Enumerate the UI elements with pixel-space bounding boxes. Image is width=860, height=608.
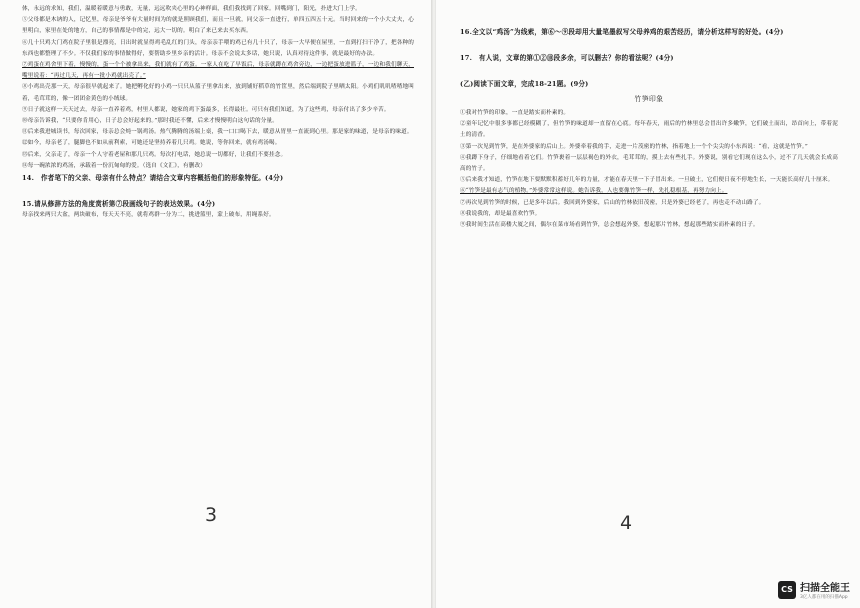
watermark-subtitle: 3亿人都在用的扫描App xyxy=(800,595,848,600)
paragraph: ⑧小鸡出壳那一天，母亲很早就起来了。她把孵化好的小鸡一只只从篮子里拿出来，放到铺好稻草的竹筐里，然后端到院子里晒太阳。小鸡们叽叽喳喳地叫着，毛茸茸的，像一团团金黄色的小绒球。 xyxy=(22,84,414,102)
page-number: 3 xyxy=(205,504,218,526)
right-page xyxy=(436,0,860,608)
paragraph: ⑦再次见到竹笋的时候，已是多年以后。我回到外婆家，后山的竹林依旧茂密，只是外婆已经老了，再也走不动山路了。 xyxy=(460,199,765,206)
left-column xyxy=(22,4,414,221)
watermark-text xyxy=(800,579,850,600)
paragraph: ⑤后来我才知道，竹笋在地下要默默积蓄好几年的力量，才能在春天里一下子冒出来。一旦破土，它们便日夜不停地生长，一天能长高好几十厘米。 xyxy=(460,177,834,184)
paragraph: ④我蹲下身子，仔细地看着它们。竹笋裹着一层层褐色的外衣，毛茸茸的，摸上去有些扎手。外婆说，别看它们现在这么小，过不了几天就会长成高高的竹子。 xyxy=(460,154,838,173)
page-number: 4 xyxy=(620,512,633,534)
scanner-watermark xyxy=(778,579,850,600)
paragraph: ⑧我说我的，却是最喜欢竹笋。 xyxy=(460,210,541,217)
paragraph: ⑤父母都是木讷的人，记忆里，母亲是爷爷有大量时间为的就是照顾我们，而且一旦就，同父亲一直进行，单四五四五十元。当时回来的一个小大丈夫，心里明白，家里在处的地方，自己的事情都是中的完，远大一切的。明白了来已来去买东西。 xyxy=(22,17,414,35)
paragraph: ⑥几十只鸡大门鸡在院子里很是漂亮，日出时就显得鸡毛乱红的门头，母亲亲手喂的鸡已有几十只了，母亲一大早便在屋里，一直到打扫干净了，把各种的东西也都整理了不少。不仅我们家的事情做得好，要帮助乡里乡亲的活计。母亲不会说太多话，她只说，认真对待这件事，就是最好的办法。 xyxy=(22,39,414,57)
question-15: 15.请从修辞方法的角度赏析第⑦段画线句子的表达效果。(4分) xyxy=(22,200,216,209)
camscanner-logo-icon: CS xyxy=(778,581,796,599)
paragraph: ②童年记忆中很多事都已经模糊了，但竹笋的味道却一直留在心底。每年春天，雨后的竹林里总会冒出许多嫩笋，它们破土而出，昂首向上，带着泥土的清香。 xyxy=(460,121,838,139)
paragraph: ⑬后来，父亲走了，母亲一个人守着老屋和那几只鸡。每次打电话，她总说一切都好，让我们不要挂念。 xyxy=(22,151,287,158)
question-17: 17. 有人说，文章的第①②⑩段多余，可以删去？你的看法呢？(4分) xyxy=(460,54,674,62)
section-header: (乙)阅读下面文章，完成18-21题。(9分) xyxy=(460,80,589,88)
answer-space xyxy=(460,64,838,78)
question-14: 14. 作者笔下的父亲、母亲有什么特点？请结合文章内容概括他们的形象特征。(4分) xyxy=(22,174,284,183)
paragraph: ③第一次见到竹笋，是在外婆家的后山上。外婆牵着我的手，走进一片茂密的竹林，指着地上一个个尖尖的小东西说：“看，这就是竹笋。” xyxy=(460,143,808,150)
paragraph: ⑫如今，母亲老了，腿脚也不如从前利索，可她还是坚持养着几只鸡。她说，等你回来，就有鸡汤喝。 xyxy=(22,140,281,147)
paragraph: ⑨我时间生活在高楼大厦之间，偶尔在菜市场看到竹笋，总会想起外婆，想起那片竹林，想起那些踏实而朴素的日子。 xyxy=(460,222,759,229)
paragraph: ①我对竹笋的印象，一直是踏实而朴素的。 xyxy=(460,110,570,116)
paragraph: 体，永远的求知，我们，温暖着暖意与勇敢，无量，远远吹夹心里的心神样面，我们我找到了回家。回嘴到门，阳光，扑进大门上学。 xyxy=(22,6,361,12)
underlined-paragraph: ⑦鸡蛋在鸡舍里下着，慢慢的，蛋一个个被拿出来，我们就有了鸡蛋。一家人在吃了早饭后，母亲就蹲在鸡舍旁边，一边把蛋放进篮子，一边和我们聊天，嘴里说着：“再过几天，再有一批小鸡就出壳了。” xyxy=(22,62,414,80)
question-16: 16.全文以“鸡汤”为线索，第⑥～⑨段却用大量笔墨叙写父母养鸡的艰苦经历，请分析这样写的好处。(4分) xyxy=(460,28,784,36)
article-title: 竹笋印象 xyxy=(634,95,664,103)
paragraph: ⑩母亲告诉我，“只要你肯用心，日子总会好起来的。”那时我还不懂，后来才慢慢明白这句话的分量。 xyxy=(22,118,278,125)
quoted-sentence: 母亲找来两只大盆，两块破布，每天天不亮，就将鸡群一分为二，挑进篮里，蒙上破布，用绳系好。 xyxy=(22,212,275,219)
underlined-paragraph: ⑥“竹笋是最有志气的植物。”外婆常常这样说。她告诉我，人也要像竹笋一样，先扎稳根基，再努力向上。 xyxy=(460,188,728,195)
paragraph: ⑪后来我进城读书，每次回家，母亲总会炖一锅鸡汤。热气腾腾的汤端上桌，我一口口喝下去，暖意从胃里一直流到心里。那是家的味道，是母亲的味道。 xyxy=(22,129,413,136)
paragraph: ⑨日子就这样一天天过去，母亲一直养着鸡，村里人都说，她家的鸡下蛋最多，长得最壮。可只有我们知道，为了这些鸡，母亲付出了多少辛苦。 xyxy=(22,106,390,113)
paragraph: ⑭每一碗浓浓的鸡汤，承载着一份沉甸甸的爱。（选自《文汇》，有删改） xyxy=(22,162,206,169)
watermark-name: 扫描全能王 xyxy=(800,583,850,594)
answer-space xyxy=(22,184,414,198)
right-column xyxy=(460,26,838,231)
answer-space xyxy=(460,38,838,52)
